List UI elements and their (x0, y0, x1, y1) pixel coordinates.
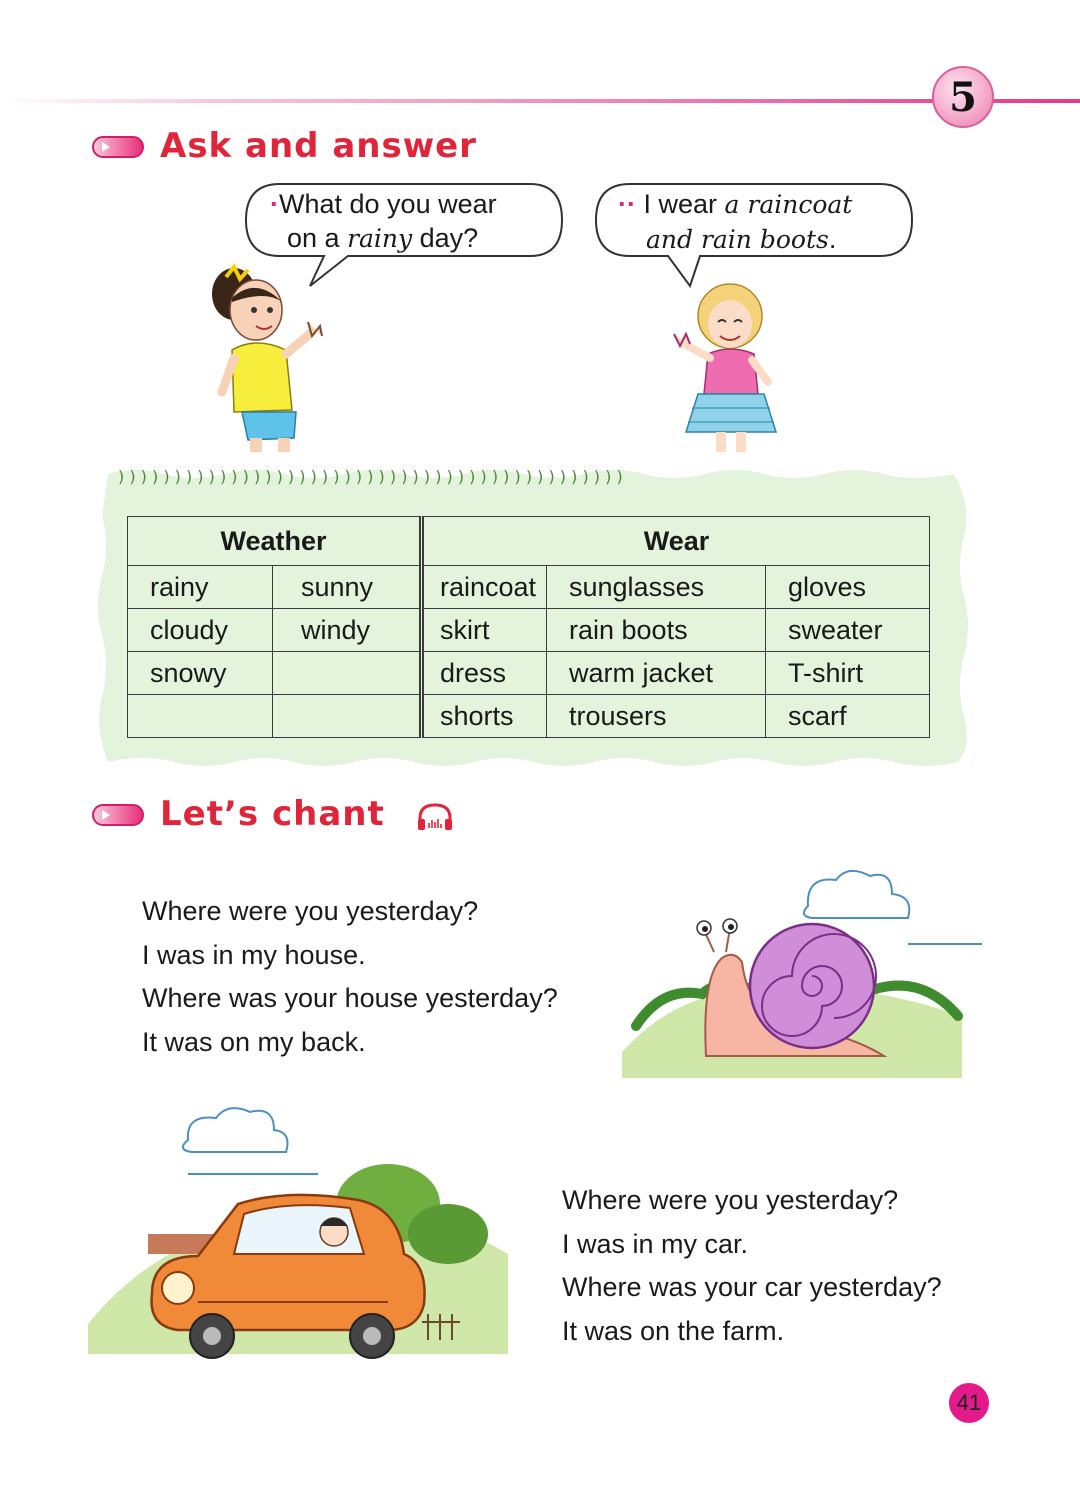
chant-line: It was on my back. (142, 1026, 366, 1057)
vocabulary-table (127, 516, 930, 738)
question-text: ·What do you wear on a rainy day? (270, 189, 497, 253)
unit-badge: 5 (932, 66, 994, 128)
table-cell: rainy (128, 566, 273, 609)
table-cell: raincoat (422, 566, 547, 609)
table-row (128, 695, 930, 738)
table-cell (273, 652, 422, 695)
table-cell: windy (273, 609, 422, 652)
chant-verse-1 (142, 890, 558, 1064)
girl-yellow-shirt-illustration (196, 262, 336, 452)
chant-line: I was in my car. (562, 1228, 749, 1259)
table-cell: shorts (422, 695, 547, 738)
wear-header: Wear (422, 517, 930, 566)
table-row (128, 609, 930, 652)
chant-line: Where was your house yesterday? (142, 983, 558, 1013)
table-row (128, 652, 930, 695)
table-cell (273, 695, 422, 738)
weather-header: Weather (128, 517, 422, 566)
girl-pink-shirt-illustration (664, 282, 784, 454)
chant-line: I was in my house. (142, 939, 366, 970)
table-cell: sunglasses (547, 566, 766, 609)
chant-line: It was on the farm. (562, 1315, 785, 1346)
table-cell: cloudy (128, 609, 273, 652)
answer-text: ·· I wear a raincoat and rain boots. (618, 189, 853, 254)
table-cell: T-shirt (766, 652, 930, 695)
table-cell: skirt (422, 609, 547, 652)
snail-illustration (622, 866, 988, 1086)
table-cell: gloves (766, 566, 930, 609)
play-pill-icon[interactable] (92, 136, 144, 158)
table-row (128, 566, 930, 609)
table-cell: warm jacket (547, 652, 766, 695)
page-number: 41 (949, 1383, 989, 1423)
play-pill-icon[interactable] (92, 804, 144, 826)
chant-verse-2 (562, 1179, 942, 1353)
section-title-chant: Let’s chant (160, 794, 385, 834)
table-cell: snowy (128, 652, 273, 695)
top-rule (0, 99, 1080, 103)
chant-line: Where was your car yesterday? (562, 1272, 942, 1302)
section-title-ask: Ask and answer (160, 126, 477, 166)
chant-line: Where were you yesterday? (562, 1185, 899, 1215)
table-cell: trousers (547, 695, 766, 738)
table-cell: dress (422, 652, 547, 695)
table-cell: sunny (273, 566, 422, 609)
table-cell (128, 695, 273, 738)
table-cell: sweater (766, 609, 930, 652)
car-illustration (88, 1104, 528, 1364)
table-cell: scarf (766, 695, 930, 738)
svg-text:) ) ) ) ) ) ) ) ) ) ) ) ) ) ): ) ) ) ) ) ) ) ) ) ) ) ) ) ) ) ) ) ) ) ) ) ) ) ) ) ) ) ) ) ) ) ) ) ) ) ) ) ) ) ) ) ) ) ) ) (118, 467, 623, 486)
chant-line: Where were you yesterday? (142, 896, 479, 926)
table-cell: rain boots (547, 609, 766, 652)
headphones-icon[interactable] (416, 802, 454, 832)
